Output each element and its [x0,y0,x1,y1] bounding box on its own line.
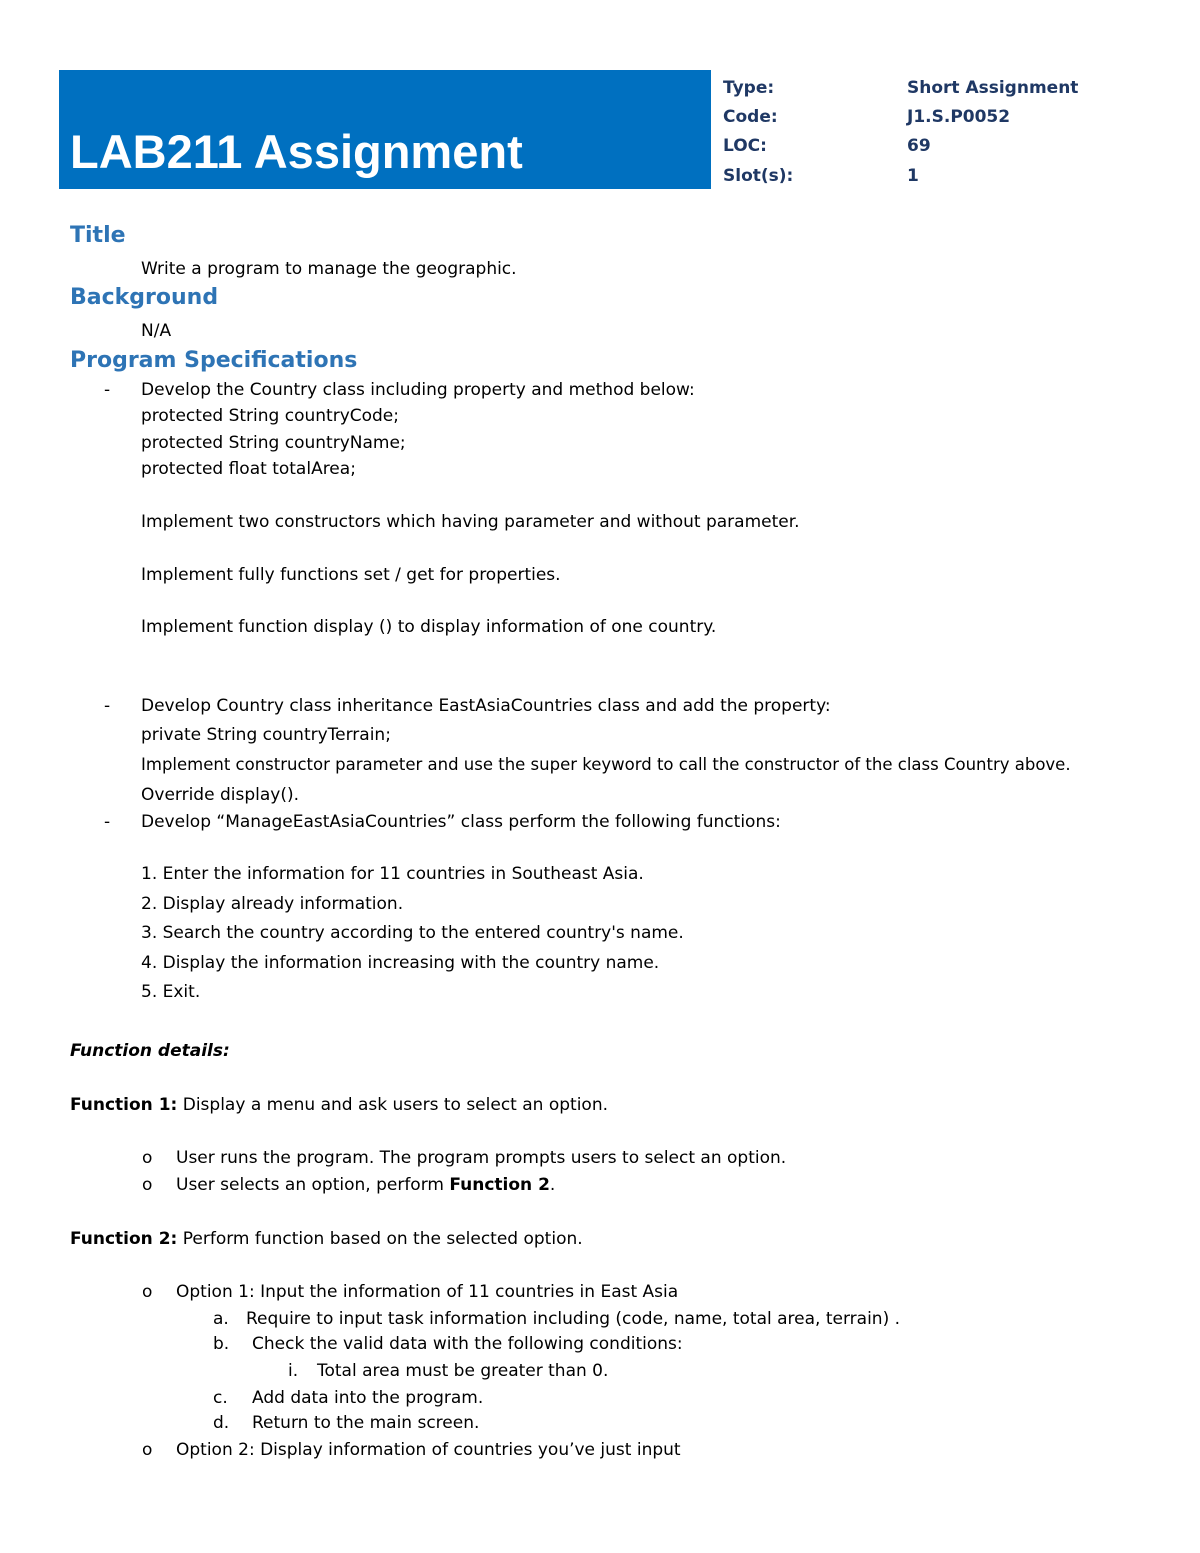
function-2-text: Perform function based on the selected option. [177,1229,583,1249]
function-2-ref: Function 2 [449,1175,550,1195]
menu-item: 2. Display already information. [141,894,404,914]
function-1-label: Function 1: [70,1095,178,1115]
spec-line: Implement function display () to display information of one country. [141,617,717,637]
step-text: Require to input task information including (code, name, total area, terrain) . [246,1309,901,1329]
function-details-heading: Function details: [70,1041,230,1061]
meta-code-label: Code: [723,107,778,127]
spec-line: protected String countryName; [141,433,406,453]
menu-item: 3. Search the country according to the entered country's name. [141,923,684,943]
document-title: LAB211 Assignment [70,125,523,178]
step-text: Check the valid data with the following conditions: [252,1334,683,1354]
menu-item: 4. Display the information increasing with the country name. [141,953,660,973]
bullet-dash: - [104,812,111,832]
background-text: N/A [141,321,172,341]
spec-line: Override display(). [141,785,299,805]
function-1-item-text: User selects an option, perform [176,1175,450,1195]
step-text: Add data into the program. [252,1388,484,1408]
option-2-line [176,1439,681,1461]
option-1-line [176,1281,678,1303]
function-2-label: Function 2: [70,1229,178,1249]
step-text: Return to the main screen. [252,1413,480,1433]
option-1-text: Input the information of 11 countries in East Asia [254,1282,679,1302]
meta-loc-label: LOC: [723,136,767,156]
step-marker: a. [213,1309,229,1329]
step-marker: b. [213,1334,230,1354]
meta-type-value: Short Assignment [907,78,1079,98]
spec-line: Implement fully functions set / get for properties. [141,565,561,585]
function-1-item: User runs the program. The program prompts users to select an option. [176,1148,787,1168]
meta-type-label: Type: [723,78,775,98]
option-1-label: Option 1: [176,1282,255,1302]
sub-step-marker: i. [288,1361,299,1381]
step-marker: d. [213,1413,230,1433]
function-1-text: Display a menu and ask users to select an option. [177,1095,608,1115]
circle-bullet: o [142,1282,153,1302]
meta-code-value: J1.S.P0052 [907,107,1011,127]
menu-item: 5. Exit. [141,982,201,1002]
spec-line: Develop Country class inheritance EastAsiaCountries class and add the property: [141,696,831,716]
function-1-item [176,1174,555,1196]
meta-loc-value: 69 [907,136,931,156]
bullet-dash: - [104,696,111,716]
meta-slots-label: Slot(s): [723,166,794,186]
function-1-line [70,1094,608,1116]
spec-line: Develop “ManageEastAsiaCountries” class perform the following functions: [141,812,781,832]
menu-item: 1. Enter the information for 11 countries in Southeast Asia. [141,864,644,884]
step-marker: c. [213,1388,228,1408]
spec-line: Develop the Country class including property and method below: [141,380,695,400]
sub-step-text: Total area must be greater than 0. [317,1361,609,1381]
spec-line: Implement constructor parameter and use the super keyword to call the constructor of the class Country above. [141,755,1071,774]
circle-bullet: o [142,1440,153,1460]
meta-slots-value: 1 [907,166,919,186]
spec-line: protected String countryCode; [141,406,399,426]
spec-line: protected float totalArea; [141,459,356,479]
circle-bullet: o [142,1148,153,1168]
spec-line: private String countryTerrain; [141,725,391,745]
circle-bullet: o [142,1175,153,1195]
function-1-item-end: . [549,1175,556,1195]
option-2-text: Display information of countries you’ve just input [254,1440,681,1460]
function-2-line [70,1228,583,1250]
option-2-label: Option 2: [176,1440,255,1460]
bullet-dash: - [104,380,111,400]
title-heading: Title [70,223,126,248]
spec-line: Implement two constructors which having parameter and without parameter. [141,512,800,532]
title-text: Write a program to manage the geographic. [141,259,517,279]
background-heading: Background [70,285,219,310]
spec-heading: Program Specifications [70,348,358,373]
